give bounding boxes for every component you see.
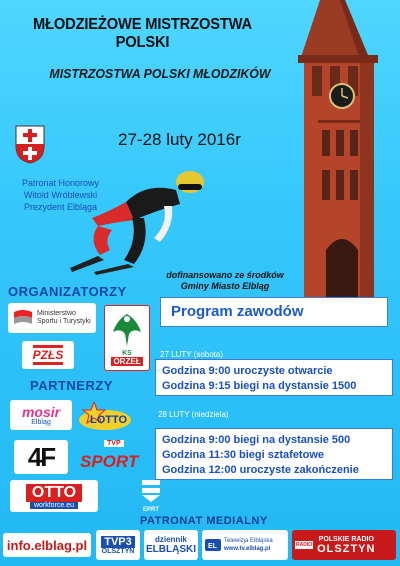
patronage-line-2: Witold Wróblewski [23, 190, 98, 200]
tvp3-logo [96, 530, 140, 560]
otto-logo-text: OTTO [26, 484, 82, 502]
dziennik-name-text: ELBLĄSKI [146, 544, 196, 555]
otto-workforce-logo [10, 480, 98, 512]
championship-title: MŁODZIEŻOWE MISTRZOSTWA POLSKI [32, 16, 252, 51]
pzls-logo [22, 341, 74, 369]
media-patronage-heading: PATRONAT MEDIALNY [140, 515, 268, 527]
radio-name-text: OLSZTYN [317, 542, 376, 555]
tvp3-text: TVP3 [101, 536, 135, 548]
mosir-logo [10, 400, 72, 430]
lotto-logo-text: LOTTO [90, 414, 128, 426]
ministry-logo-text: Ministerstwo Sportu i Turystyki [37, 310, 91, 325]
tv-elblag-logo [202, 530, 288, 560]
day-1-schedule [155, 359, 393, 396]
orzel-club-logo [104, 305, 150, 371]
day-1-label: 27 LUTY (sobota) [160, 350, 223, 359]
championship-subtitle: MISTRZOSTWA POLSKI MŁODZIKÓW [49, 66, 271, 81]
schedule-item: Godzina 11:30 biegi sztafetowe [162, 449, 324, 461]
patronage-line-3: Prezydent Elbląga [23, 202, 98, 212]
pzls-logo-text: PZŁS [33, 345, 64, 365]
4f-logo-text: 4F [27, 441, 55, 472]
dziennik-top-text: dziennik [154, 535, 187, 544]
otto-sub-text: workforce.eu [30, 502, 78, 509]
tvp-sport-logo [80, 440, 142, 476]
orzel-club-name: ORZEŁ [113, 357, 141, 366]
lotto-logo [78, 402, 132, 432]
schedule-item: Godzina 9:00 biegi na dystansie 500 [162, 434, 351, 446]
funding-line-2: Gminy Miasto Elbląg [180, 281, 270, 291]
program-heading: Program zawodów [160, 297, 388, 327]
event-dates: 27-28 luty 2016r [118, 130, 241, 149]
eprt-text: EPRT [142, 507, 159, 513]
tv-elblag-url: www.tv.elblag.pl [224, 546, 271, 552]
schedule-item: Godzina 12:00 uroczyste zakończenie [162, 464, 359, 476]
tvp-tag-text: TVP [104, 440, 124, 447]
eprt-logo [136, 478, 166, 514]
tvp-sport-text: SPORT [80, 452, 139, 471]
eagle-icon [107, 310, 147, 350]
tvp3-city: OLSZTYN [101, 547, 135, 555]
polskie-radio-olsztyn-logo [292, 530, 396, 560]
town-hall-tower-image [290, 0, 400, 300]
ministry-logo [8, 303, 96, 333]
orzel-club-initials: KS [122, 350, 132, 357]
dziennik-elblaski-logo [144, 530, 198, 560]
day-2-schedule [155, 428, 393, 480]
tv-elblag-top-text: Telewizja Elbląska [224, 538, 273, 544]
organizers-heading: ORGANIZATORZY [8, 284, 127, 299]
day-2-label: 28 LUTY (niedziela) [158, 410, 229, 419]
schedule-item: Godzina 9:00 uroczyste otwarcie [162, 365, 333, 377]
mosir-city: Elbląg [31, 418, 51, 426]
svg-text:EL: EL [208, 543, 217, 550]
tv-elblag-badge-icon [205, 537, 221, 553]
funding-line-1: dofinansowano ze środków [166, 270, 284, 280]
ministry-flag-icon [12, 308, 34, 328]
4f-logo [14, 440, 68, 474]
speed-skater-image [68, 160, 218, 275]
radio-top-text: POLSKIE RADIO [318, 535, 374, 543]
info-elblag-text: info.elblag.pl [6, 537, 88, 553]
elblag-coat-of-arms-icon [14, 124, 46, 164]
radio-tag-text: RADIO [296, 542, 313, 548]
info-elblag-logo [3, 533, 91, 557]
eprt-emblem-icon [140, 478, 162, 502]
mosir-logo-text: mosir [21, 403, 61, 420]
funding-note [150, 270, 300, 292]
patronage-line-1: Patronat Honorowy [21, 178, 100, 188]
schedule-item: Godzina 9:15 biegi na dystansie 1500 [162, 380, 357, 392]
partners-heading: PARTNERZY [30, 378, 113, 393]
